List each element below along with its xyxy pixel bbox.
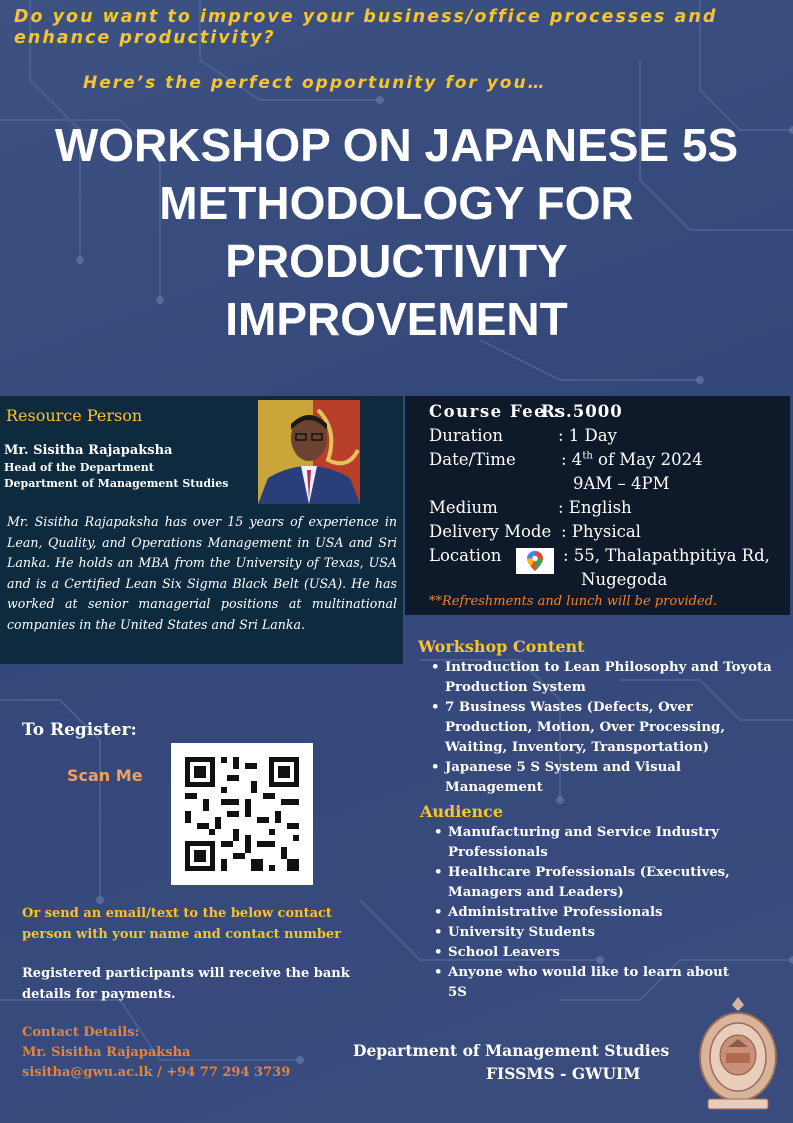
resource-person-bio: Mr. Sisitha Rajapaksha has over 15 years of experience in Lean, Quality, and Operations Management in USA and Sri Lanka. He holds an MBA from the University of Texas, USA and is a Certified Lean Six Sigma Black Belt (USA). He has worked at senior managerial positions at multinational companies in the United States and Sri Lanka. [7, 514, 397, 632]
workshop-content-item: • Introduction to Lean Philosophy and Toyota Production System [429, 658, 774, 698]
subtagline: Here’s the perfect opportunity for you… [83, 73, 547, 93]
qr-code[interactable] [171, 743, 313, 885]
tagline: Do you want to improve your business/office processes and enhance productivity? [14, 7, 718, 48]
contact-name: Mr. Sisitha Rajapaksha [22, 1045, 191, 1060]
title-line-2: METHODOLOGY FOR [159, 177, 634, 229]
location-label: Location [429, 546, 502, 565]
register-bank-note: Registered participants will receive the bank details for payments. [22, 966, 350, 1002]
course-fee-value: Rs.5000 [541, 402, 623, 421]
resource-person-role: Head of the Department [4, 461, 154, 474]
medium-label: Medium [429, 498, 498, 517]
title-line-4: IMPROVEMENT [225, 293, 568, 345]
title-line-1: WORKSHOP ON JAPANESE 5S [54, 119, 739, 171]
location-line-2: Nugegoda [581, 570, 668, 589]
audience-item: • Anyone who would like to learn about 5S [432, 963, 732, 1003]
audience-item: • Manufacturing and Service Industry Professionals [432, 823, 732, 863]
duration-value: : 1 Day [558, 426, 617, 445]
contact-email-phone[interactable]: sisitha@gwu.ac.lk / +94 77 294 3739 [22, 1065, 291, 1080]
workshop-content-item: • Japanese 5 S System and Visual Management [429, 758, 774, 798]
medium-value: : English [558, 498, 632, 517]
title-line-3: PRODUCTIVITY [225, 235, 568, 287]
audience-list [432, 823, 732, 1003]
resource-person-photo [258, 400, 360, 504]
register-heading: To Register: [22, 720, 137, 740]
course-fee-label: Course Fee : [429, 402, 562, 421]
audience-item: • School Leavers [432, 943, 732, 963]
audience-heading: Audience [420, 802, 504, 821]
delivery-mode-label: Delivery Mode [429, 522, 552, 541]
university-crest-logo [698, 995, 778, 1113]
refreshments-note: **Refreshments and lunch will be provided. [429, 594, 718, 609]
time-value: 9AM – 4PM [573, 474, 670, 493]
audience-item: • Healthcare Professionals (Executives, Managers and Leaders) [432, 863, 732, 903]
workshop-content-heading: Workshop Content [418, 637, 585, 656]
duration-label: Duration [429, 426, 504, 445]
resource-person-name: Mr. Sisitha Rajapaksha [4, 443, 173, 458]
google-maps-icon[interactable] [516, 548, 554, 574]
footer-organization: FISSMS - GWUIM [486, 1064, 641, 1083]
resource-person-department: Department of Management Studies [4, 477, 229, 490]
workshop-content-list [429, 658, 774, 798]
date-value: : 4th of May 2024 [561, 450, 703, 469]
datetime-label: Date/Time [429, 450, 516, 469]
contact-heading: Contact Details: [22, 1025, 140, 1040]
audience-item: • University Students [432, 923, 732, 943]
resource-person-heading: Resource Person [6, 406, 143, 425]
footer-department: Department of Management Studies [353, 1041, 670, 1060]
location-line-1: : 55, Thalapathpitiya Rd, [563, 546, 770, 565]
audience-item: • Administrative Professionals [432, 903, 732, 923]
register-email-instructions: Or send an email/text to the below contact person with your name and contact number [22, 906, 342, 942]
workshop-content-item: • 7 Business Wastes (Defects, Over Production, Motion, Over Processing, Waiting, Inventory, Transportation) [429, 698, 774, 758]
scan-me-label: Scan Me [67, 766, 143, 785]
delivery-mode-value: : Physical [561, 522, 641, 541]
